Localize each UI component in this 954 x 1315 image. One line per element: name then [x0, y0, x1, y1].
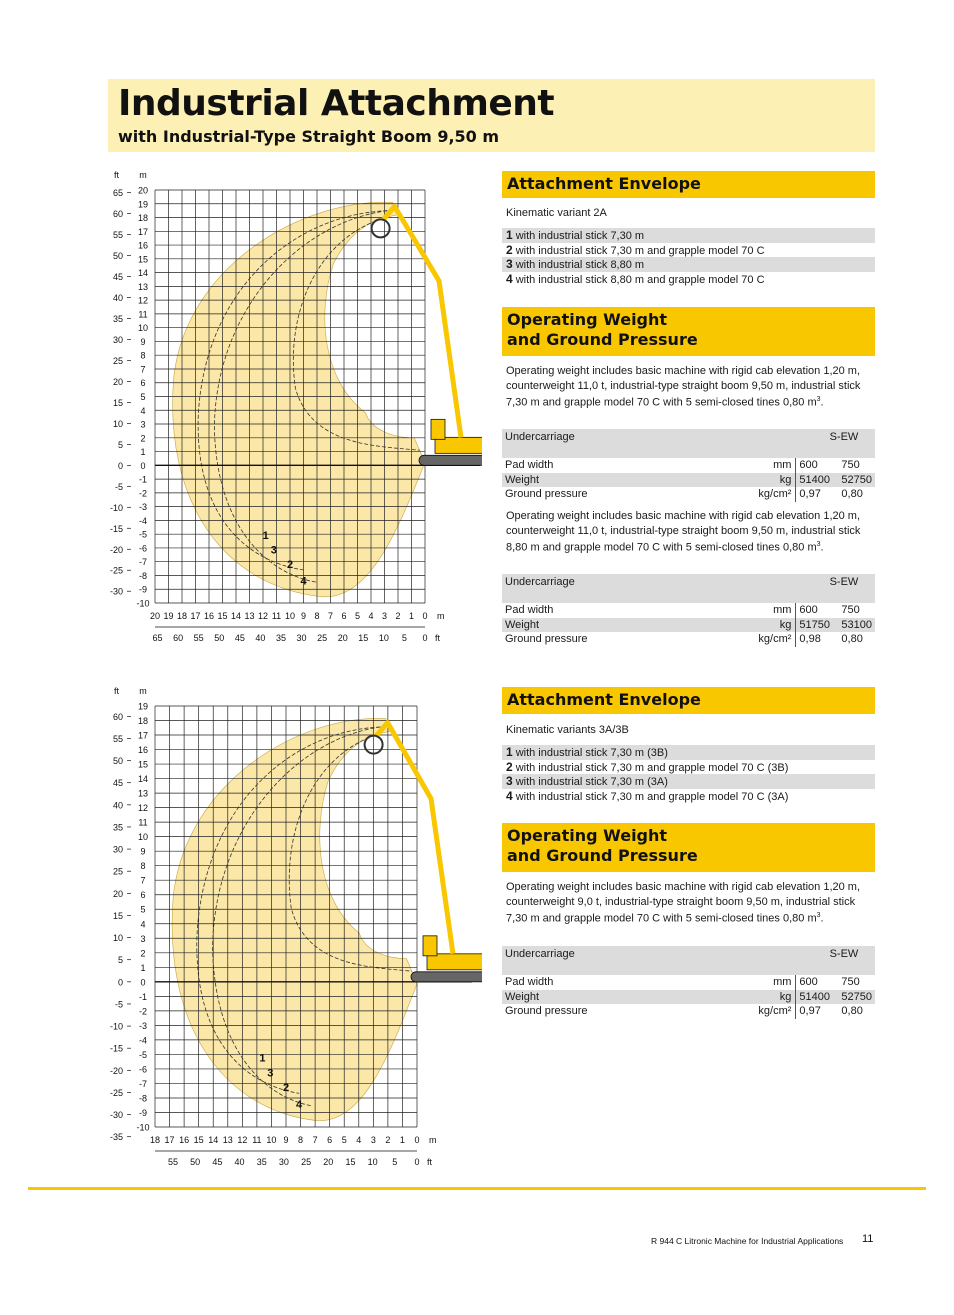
y-tick-m: 1 — [140, 962, 146, 973]
crawler-track — [419, 455, 482, 465]
boom-arm — [383, 206, 461, 437]
x-tick-m: 19 — [163, 611, 174, 621]
y-tick-ft: -5 — [114, 481, 123, 492]
y-tick-ft: -15 — [109, 523, 123, 534]
legend-item: 1 with industrial stick 7,30 m (3B) — [502, 745, 875, 760]
legend-item: 3 with industrial stick 7,30 m (3A) — [502, 774, 875, 789]
y-tick-m: 16 — [137, 745, 149, 756]
y-tick-m: -7 — [138, 557, 148, 568]
y-tick-m: 15 — [137, 254, 149, 265]
table-row: Ground pressure kg/cm² 0,97 0,80 — [505, 488, 863, 500]
curve-label: 3 — [267, 1067, 274, 1080]
y-tick-ft: 35 — [112, 822, 123, 833]
y-tick-m: -8 — [138, 570, 148, 581]
y-tick-ft: -30 — [109, 586, 123, 597]
y-tick-ft: 55 — [112, 230, 123, 241]
x-tick-m: 17 — [164, 1135, 175, 1145]
y-tick-m: -3 — [138, 502, 148, 513]
y-unit-ft: ft — [113, 686, 119, 696]
y-tick-ft: 15 — [112, 910, 123, 921]
table-row: Pad width mm 600 750 — [505, 976, 860, 988]
x-tick-ft: 60 — [173, 633, 184, 643]
x-tick-ft: 45 — [234, 633, 245, 643]
x-unit-m: m — [437, 611, 445, 621]
envelope-diagram-3a3b — [100, 682, 482, 1172]
y-tick-m: -9 — [138, 584, 148, 595]
y-tick-m: 3 — [140, 933, 146, 944]
y-tick-ft: 20 — [112, 888, 123, 899]
y-tick-m: 19 — [137, 701, 149, 712]
x-tick-ft: 5 — [392, 1157, 398, 1167]
table-row: Pad width mm 600 750 — [505, 604, 860, 616]
x-tick-m: 8 — [314, 611, 320, 621]
attachment-envelope-title-2: Attachment Envelope — [502, 687, 875, 714]
x-tick-ft: 35 — [275, 633, 286, 643]
x-tick-m: 2 — [395, 611, 401, 621]
x-unit-ft: ft — [435, 633, 441, 643]
curve-label: 4 — [300, 575, 307, 588]
legend-item: 3 with industrial stick 8,80 m — [502, 257, 875, 272]
y-tick-ft: -10 — [109, 502, 123, 513]
y-tick-m: 11 — [138, 817, 148, 828]
y-tick-m: 6 — [140, 890, 146, 901]
y-tick-m: -7 — [138, 1078, 148, 1089]
x-tick-m: 6 — [327, 1135, 333, 1145]
y-tick-ft: 15 — [112, 397, 123, 408]
legend-1 — [502, 228, 875, 286]
y-tick-ft: -25 — [109, 1087, 123, 1098]
y-tick-ft: 0 — [117, 977, 123, 988]
crawler-track — [411, 972, 482, 982]
x-tick-m: 14 — [208, 1135, 219, 1145]
x-tick-ft: 40 — [234, 1157, 245, 1167]
y-tick-m: 14 — [137, 774, 149, 785]
x-tick-m: 6 — [341, 611, 347, 621]
y-tick-m: 14 — [137, 268, 149, 279]
x-tick-m: 8 — [298, 1135, 304, 1145]
x-tick-ft: 40 — [255, 633, 266, 643]
y-tick-ft: 10 — [112, 418, 123, 429]
x-tick-m: 10 — [266, 1135, 277, 1145]
x-tick-m: 16 — [179, 1135, 190, 1145]
y-tick-m: -6 — [138, 543, 148, 554]
y-tick-m: 2 — [140, 433, 146, 444]
x-tick-ft: 0 — [422, 633, 428, 643]
curve-label: 4 — [296, 1099, 303, 1112]
x-tick-ft: 45 — [212, 1157, 223, 1167]
y-tick-ft: 45 — [112, 272, 123, 283]
undercarriage-table-c: Undercarriage S-EW Pad width mm 600 750 Weight kg 51400 52750 Ground pressure kg/cm² 0,97 0,80 — [502, 946, 875, 1019]
page-title: Industrial Attachment — [118, 83, 555, 124]
y-tick-m: 9 — [140, 336, 146, 347]
x-tick-ft: 20 — [323, 1157, 334, 1167]
y-tick-m: 16 — [137, 240, 149, 251]
y-tick-m: 13 — [137, 281, 149, 292]
legend-2 — [502, 745, 875, 803]
y-tick-m: 13 — [137, 788, 149, 799]
y-tick-m: 4 — [140, 405, 146, 416]
table-row: Ground pressure kg/cm² 0,97 0,80 — [505, 1005, 863, 1017]
machine-body — [435, 437, 482, 453]
y-tick-m: 12 — [137, 803, 149, 814]
y-tick-m: -6 — [138, 1064, 148, 1075]
kinematic-variant-2: Kinematic variants 3A/3B — [506, 724, 629, 736]
y-tick-ft: 20 — [112, 376, 123, 387]
y-tick-ft: 55 — [112, 733, 123, 744]
table-row: Weight kg 51400 52750 — [502, 473, 875, 488]
machine-body — [427, 954, 482, 970]
x-tick-ft: 15 — [358, 633, 369, 643]
y-tick-m: 2 — [140, 948, 146, 959]
y-tick-m: -9 — [138, 1107, 148, 1118]
y-tick-ft: 5 — [117, 955, 123, 966]
x-tick-m: 10 — [284, 611, 296, 621]
x-tick-m: 15 — [193, 1135, 204, 1145]
page-header — [108, 79, 875, 152]
footer-text: R 944 C Litronic Machine for Industrial Applications — [651, 1236, 844, 1246]
undercarriage-table-b: Undercarriage S-EW Pad width mm 600 750 Weight kg 51750 53100 Ground pressure kg/cm² 0,98 0,80 — [502, 574, 875, 647]
y-tick-ft: 30 — [112, 334, 123, 345]
page-subtitle: with Industrial-Type Straight Boom 9,50 m — [118, 127, 500, 146]
envelope-diagram-2a — [100, 165, 482, 645]
x-tick-m: 11 — [271, 611, 282, 621]
y-tick-ft: 35 — [112, 313, 123, 324]
x-tick-ft: 30 — [278, 1157, 289, 1167]
table-row: Weight kg 51750 53100 — [502, 618, 875, 633]
y-tick-m: -10 — [136, 598, 150, 609]
x-tick-ft: 10 — [367, 1157, 378, 1167]
y-tick-ft: -35 — [109, 1132, 123, 1143]
machine-cab — [431, 419, 445, 439]
x-tick-m: 18 — [176, 611, 188, 621]
operating-weight-title-1: Operating Weight and Ground Pressure — [502, 307, 875, 356]
y-tick-ft: 10 — [112, 933, 123, 944]
y-tick-m: 10 — [137, 832, 149, 843]
x-tick-ft: 25 — [317, 633, 328, 643]
x-tick-ft: 5 — [401, 633, 407, 643]
x-tick-ft: 65 — [152, 633, 163, 643]
y-unit-ft: ft — [113, 170, 119, 180]
y-tick-ft: 0 — [117, 460, 123, 471]
legend-item: 1 with industrial stick 7,30 m — [502, 228, 875, 243]
x-tick-m: 18 — [149, 1135, 161, 1145]
y-tick-m: 7 — [140, 364, 146, 375]
x-tick-m: 20 — [149, 611, 161, 621]
y-tick-m: 20 — [137, 185, 149, 196]
y-tick-m: 5 — [140, 392, 146, 402]
y-unit-m: m — [139, 170, 147, 180]
y-tick-ft: -30 — [109, 1110, 123, 1121]
weight-description-c: Operating weight includes basic machine with rigid cab elevation 1,20 m, counterweight 9,0 t, industrial-type straight boom 9,50 m, industrial stick 7,30 m and grapple model 70 C with 5 semi-closed tines 0,80 $m^3$. — [506, 881, 861, 925]
y-tick-m: 5 — [140, 904, 146, 915]
x-tick-ft: 25 — [301, 1157, 312, 1167]
y-tick-ft: 25 — [112, 355, 123, 366]
y-tick-ft: -25 — [109, 565, 123, 576]
y-tick-m: 8 — [140, 350, 146, 361]
y-tick-m: 8 — [140, 861, 146, 872]
y-tick-m: 18 — [137, 213, 149, 224]
x-tick-m: 15 — [217, 611, 228, 621]
y-tick-m: -3 — [138, 1020, 148, 1031]
x-tick-m: 17 — [190, 611, 201, 621]
y-tick-ft: 60 — [112, 209, 123, 220]
y-tick-m: 9 — [140, 846, 146, 857]
x-tick-m: 4 — [356, 1135, 362, 1145]
x-tick-m: 7 — [327, 611, 334, 621]
y-tick-ft: 65 — [112, 188, 123, 199]
legend-item: 4 with industrial stick 8,80 m and grapple model 70 C — [506, 271, 765, 286]
x-tick-m: 4 — [368, 611, 374, 621]
y-tick-m: 10 — [137, 323, 149, 334]
x-tick-m: 9 — [283, 1135, 289, 1145]
x-tick-m: 0 — [414, 1135, 420, 1145]
x-tick-ft: 55 — [193, 633, 204, 643]
legend-item: 4 with industrial stick 7,30 m and grapple model 70 C (3A) — [506, 788, 789, 803]
x-tick-ft: 15 — [345, 1157, 356, 1167]
y-tick-ft: 5 — [117, 439, 123, 450]
curve-label: 1 — [262, 530, 269, 542]
x-tick-ft: 30 — [296, 633, 307, 643]
boom-arm — [376, 723, 453, 954]
weight-description-a: Operating weight includes basic machine with rigid cab elevation 1,20 m, counterweight 11,0 t, industrial-type straight boom 9,50 m, industrial stick 7,30 m and grapple model 70 C with 5 semi-closed tines 0,80 $m^3$. — [506, 365, 861, 409]
attachment-envelope-title-1: Attachment Envelope — [502, 171, 875, 198]
y-tick-m: 3 — [140, 419, 146, 430]
x-tick-m: 3 — [370, 1135, 376, 1145]
x-tick-m: 13 — [222, 1135, 233, 1145]
y-tick-m: 0 — [140, 460, 146, 471]
x-unit-m: m — [429, 1135, 437, 1145]
x-tick-ft: 55 — [167, 1157, 178, 1167]
x-tick-ft: 20 — [337, 633, 348, 643]
y-tick-m: -2 — [138, 1006, 148, 1017]
x-tick-m: 1 — [399, 1135, 405, 1145]
x-tick-m: 5 — [341, 1135, 347, 1145]
curve-label: 2 — [286, 558, 294, 571]
y-tick-ft: 40 — [112, 292, 123, 303]
x-tick-m: 5 — [354, 611, 361, 621]
legend-item: 2 with industrial stick 7,30 m and grapple model 70 C (3B) — [506, 759, 789, 774]
x-tick-m: 11 — [252, 1135, 262, 1145]
y-tick-ft: 50 — [112, 251, 123, 262]
x-tick-m: 7 — [312, 1135, 318, 1145]
page-number: 11 — [862, 1233, 874, 1245]
y-tick-ft: -15 — [109, 1043, 123, 1054]
y-tick-ft: 45 — [112, 778, 123, 789]
y-tick-ft: -20 — [109, 1065, 123, 1076]
x-tick-ft: 10 — [378, 633, 389, 643]
operating-weight-title-2: Operating Weight and Ground Pressure — [502, 823, 875, 872]
y-tick-m: -10 — [136, 1122, 150, 1133]
y-tick-m: 15 — [137, 759, 149, 770]
y-tick-ft: -20 — [109, 544, 123, 555]
y-tick-m: 1 — [140, 447, 146, 458]
curve-label: 1 — [259, 1052, 266, 1065]
table-row: Pad width mm 600 750 — [505, 459, 860, 471]
y-tick-m: -5 — [138, 1049, 148, 1060]
x-tick-ft: 50 — [190, 1157, 201, 1167]
x-tick-m: 2 — [385, 1135, 391, 1145]
x-tick-ft: 0 — [414, 1157, 420, 1167]
y-tick-ft: -5 — [114, 999, 123, 1010]
y-tick-ft: 60 — [112, 711, 123, 722]
y-tick-m: 4 — [140, 919, 146, 930]
y-tick-m: -2 — [138, 488, 148, 499]
x-tick-m: 3 — [381, 611, 388, 621]
y-tick-ft: 30 — [112, 844, 123, 855]
x-tick-m: 0 — [422, 611, 428, 621]
weight-description-b: Operating weight includes basic machine with rigid cab elevation 1,20 m, counterweight 11,0 t, industrial-type straight boom 9,50 m, industrial stick 8,80 m and grapple model 70 C with 5 semi-closed tines 0,80 $m^3$. — [506, 510, 861, 554]
y-tick-m: 12 — [137, 295, 149, 306]
envelope-area — [173, 202, 425, 597]
table-row: Ground pressure kg/cm² 0,98 0,80 — [505, 633, 863, 645]
y-tick-m: -1 — [138, 991, 148, 1002]
y-tick-m: 11 — [138, 309, 148, 320]
y-tick-m: -4 — [138, 1035, 148, 1046]
x-tick-m: 12 — [257, 611, 269, 621]
x-tick-m: 9 — [300, 611, 307, 621]
y-tick-m: 0 — [140, 977, 146, 988]
x-tick-ft: 50 — [214, 633, 225, 643]
y-tick-m: 7 — [140, 875, 146, 886]
y-tick-m: 19 — [137, 199, 149, 210]
y-tick-m: -5 — [138, 529, 148, 540]
y-tick-m: 17 — [137, 226, 149, 237]
x-tick-m: 12 — [237, 1135, 248, 1145]
legend-item: 2 with industrial stick 7,30 m and grapple model 70 C — [506, 242, 765, 257]
y-tick-m: 18 — [137, 716, 149, 727]
x-tick-m: 1 — [408, 611, 415, 621]
machine-cab — [423, 936, 437, 956]
curve-label: 3 — [270, 544, 277, 557]
y-tick-ft: 25 — [112, 866, 123, 877]
y-tick-m: 6 — [140, 378, 146, 389]
x-tick-ft: 35 — [256, 1157, 267, 1167]
grapple — [372, 219, 390, 237]
y-unit-m: m — [139, 686, 147, 696]
x-tick-m: 14 — [230, 611, 242, 621]
x-tick-m: 13 — [244, 611, 255, 621]
y-tick-ft: -10 — [109, 1021, 123, 1032]
y-tick-ft: 40 — [112, 800, 123, 811]
y-tick-ft: 50 — [112, 756, 123, 767]
y-tick-m: -1 — [138, 474, 148, 485]
footer-divider — [28, 1187, 926, 1190]
curve-label: 2 — [282, 1082, 290, 1095]
table-row: Weight kg 51400 52750 — [502, 990, 875, 1005]
y-tick-m: -8 — [138, 1093, 148, 1104]
y-tick-m: 17 — [137, 730, 149, 741]
undercarriage-table-a: Undercarriage S-EW Pad width mm 600 750 Weight kg 51400 52750 Ground pressure kg/cm² 0,97 0,80 — [502, 429, 875, 502]
x-unit-ft: ft — [427, 1157, 433, 1167]
y-tick-m: -4 — [138, 515, 148, 526]
kinematic-variant-1: Kinematic variant 2A — [506, 207, 607, 219]
x-tick-m: 16 — [203, 611, 215, 621]
